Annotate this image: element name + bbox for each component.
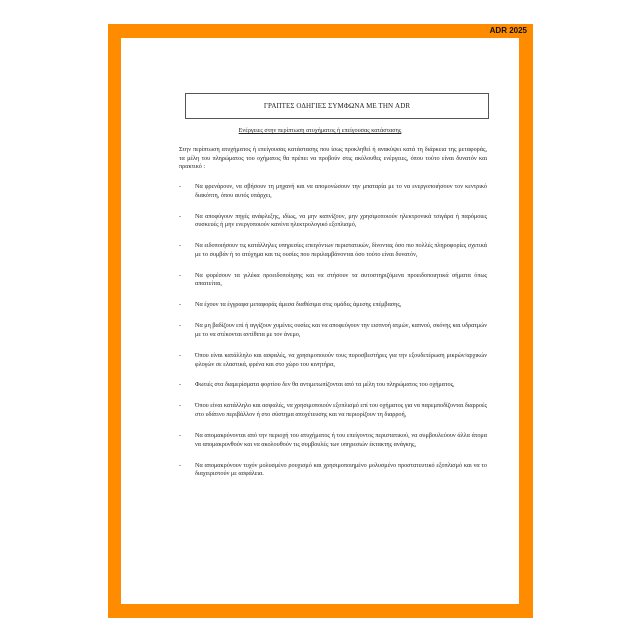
list-item [179,352,487,369]
list-item [179,301,487,310]
list-item [179,462,487,479]
list-item [179,432,487,449]
list-item-text: Να φρενάρουν, να σβήσουν τη μηχανή και να απομονώσουν την μπαταρία με το να ενεργοποιήσουν τον κεντρικό διακόπτη, όπου αυτός υπάρχει, [195,183,487,199]
list-item [179,402,487,419]
bullet-dash: - [179,351,182,359]
list-item-text: Να ειδοποιήσουν τις κατάλληλες υπηρεσίες επειγόντων περιστατικών, δίνοντας όσο πιο πολλές πληροφορίες σχετικά με το συμβάν ή το ατύχημα και τις ουσίες που περιλαμβάνονται όσο τούτο είναι δυνατόν, [195,242,487,258]
list-item [179,183,487,200]
bullet-dash: - [179,381,182,389]
document-sheet [121,38,519,604]
orange-frame [108,24,533,618]
bullet-dash: - [179,402,182,410]
list-item-text: Όπου είναι κατάλληλο και ασφαλές, να χρησιμοποιούν τους πυροσβεστήρες για την εξουδετέρωση μικρών/αρχικών φλογών σε ελαστικά, φρένα και στο χώρο του κινητήρα, [195,351,487,368]
list-item-text: Να απομακρύνονται από την περιοχή του ατυχήματος ή του επείγοντος περιστατικού, να συμβουλεύουν άλλα άτομα να απομακρυνθούν και να ακολουθούν τις συμβουλές των υπηρεσιών έκτακτης ανάγκης, [195,431,487,448]
list-item [179,213,487,230]
list-item-text: Να έχουν τα έγγραφα μεταφοράς άμεσα διαθέσιμα στις ομάδες άμεσης επέμβασης, [195,301,402,309]
list-item [179,242,487,259]
list-item [179,381,487,390]
bullet-dash: - [179,461,182,469]
list-item-text: Να μη βαδίζουν επί ή αγγίζουν χυμένες ουσίες και να αποφεύγουν την εισπνοή ατμών, καπνού, σκόνης και υδρατμών με το να στέκονται αντίθετα με τον άνεμο, [195,322,487,338]
list-item [179,272,487,289]
bullet-dash: - [179,271,182,279]
document-title: ΓΡΑΠΤΕΣ ΟΔΗΓΙΕΣ ΣΥΜΦΩΝΑ ΜΕ ΤΗΝ ADR [185,93,489,119]
instruction-list [179,183,487,491]
adr-year-badge: ADR 2025 [489,26,527,35]
bullet-dash: - [179,183,182,190]
list-item [179,322,487,339]
bullet-dash: - [179,322,182,330]
document-subtitle: Ενέργειες στην περίπτωση ατυχήματος ή επείγουσας κατάστασης [238,127,402,134]
bullet-dash: - [179,212,182,220]
list-item-text: Όπου είναι κατάλληλο και ασφαλές, να χρησιμοποιούν εξοπλισμό επί του οχήματος για να παρεμποδίζονται διαρροές στο υδάτινο περιβάλλον ή στο σύστημα αποχέτευσης και να περιορίζουν τη διαρροή, [195,402,487,419]
list-item-text: Φωτιές στα διαμερίσματα φορτίου δεν θα αντιμετωπίζονται από τα μέλη του πληρώματος του οχήματος, [195,381,455,389]
list-item-text: Να φορέσουν τα γιλέκα προειδοποίησης και να στήσουν τα αυτοστηριζόμενα προειδοποιητικά σήματα όπως απαιτείται, [195,271,487,288]
bullet-dash: - [179,431,182,439]
intro-paragraph: Στην περίπτωση ατυχήματος ή επείγουσας κατάστασης που ίσως προκληθεί ή ανακύψει κατά τη διάρκεια της μεταφοράς, τα μέλη του πληρώματος του οχήματος θα πρέπει να προβούν στις ακόλουθες ενέργειες, όπου τούτο είναι δυνατόν και πρακτικό : [179,146,487,171]
bullet-dash: - [179,242,182,250]
list-item-text: Να αποφύγουν πηγές ανάφλεξης, ιδίως, να μην καπνίζουν, μην χρησιμοποιούν ηλεκτρονικά τσιγάρα ή παρόμοιες συσκευές ή μην ενεργοποιούν κανένα ηλεκτρολογικό εξοπλισμό, [195,212,487,229]
list-item-text: Να απομακρύνουν τυχόν μολυσμένο ρουχισμό και χρησιμοποιημένο μολυσμένο προστατευτικό εξοπλισμό και να το διαχειριστούν με ασφάλεια. [195,461,487,478]
bullet-dash: - [179,301,182,309]
